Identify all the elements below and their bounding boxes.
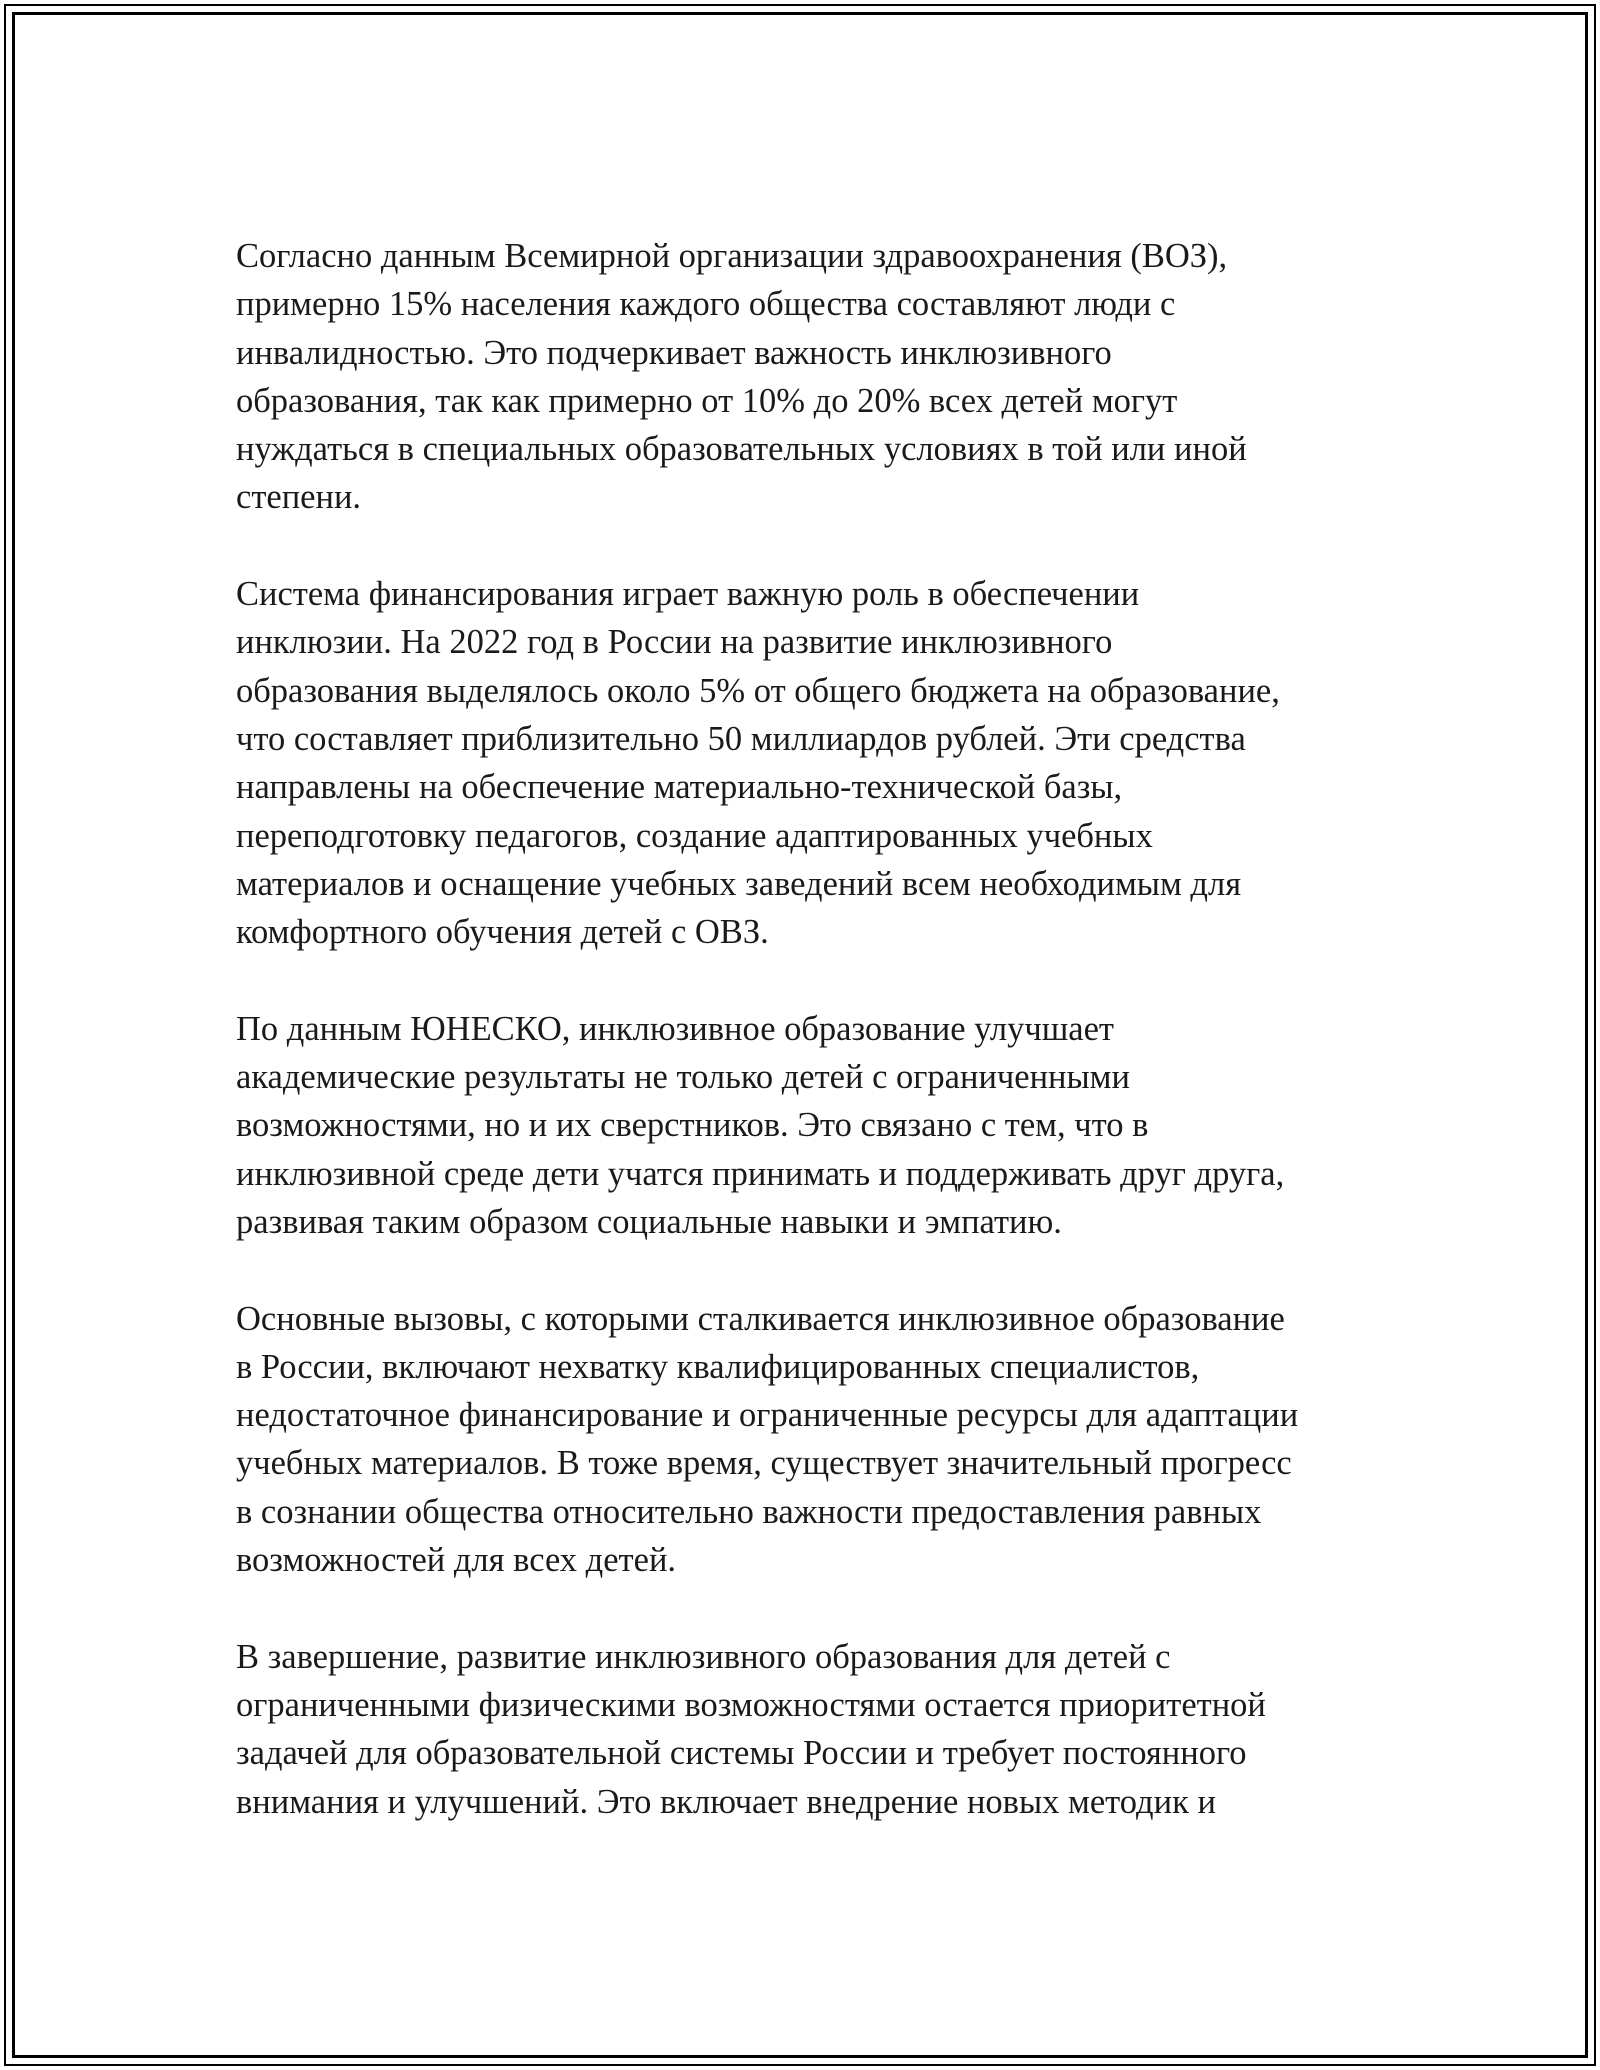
paragraph-challenges xyxy=(236,1295,1396,1585)
text-line: инвалидностью. Это подчеркивает важность инклюзивного xyxy=(236,333,1112,372)
text-line: примерно 15% населения каждого общества составляют люди с xyxy=(236,285,1176,324)
paragraph-who-statistics xyxy=(236,232,1396,522)
text-line: инклюзии. На 2022 год в России на развитие инклюзивного xyxy=(236,623,1113,662)
paragraph-financing xyxy=(236,570,1396,956)
text-line: образования, так как примерно от 10% до 20% всех детей могут xyxy=(236,381,1178,420)
document-body xyxy=(236,232,1396,1874)
text-line: По данным ЮНЕСКО, инклюзивное образование улучшает xyxy=(236,1009,1114,1048)
text-line: что составляет приблизительно 50 миллиардов рублей. Эти средства xyxy=(236,719,1246,758)
text-line: в России, включают нехватку квалифицированных специалистов, xyxy=(236,1347,1200,1386)
text-line: внимания и улучшений. Это включает внедрение новых методик и xyxy=(236,1782,1216,1821)
text-line: инклюзивной среде дети учатся принимать и поддерживать друг друга, xyxy=(236,1154,1285,1193)
text-line: нуждаться в специальных образовательных условиях в той или иной xyxy=(236,430,1247,469)
text-line: академические результаты не только детей с ограниченными xyxy=(236,1058,1130,1097)
text-line: переподготовку педагогов, создание адаптированных учебных xyxy=(236,816,1153,855)
text-line: ограниченными физическими возможностями остается приоритетной xyxy=(236,1685,1266,1724)
text-line: в сознании общества относительно важности предоставления равных xyxy=(236,1492,1262,1531)
text-line: степени. xyxy=(236,478,362,517)
text-line: задачей для образовательной системы России и требует постоянного xyxy=(236,1734,1247,1773)
text-line: недостаточное финансирование и ограниченные ресурсы для адаптации xyxy=(236,1396,1299,1435)
text-line: возможностями, но и их сверстников. Это связано с тем, что в xyxy=(236,1106,1149,1145)
text-line: комфортного обучения детей с ОВЗ. xyxy=(236,913,769,952)
text-line: направлены на обеспечение материально-технической базы, xyxy=(236,768,1123,807)
paragraph-conclusion xyxy=(236,1633,1396,1826)
text-line: В завершение, развитие инклюзивного образования для детей с xyxy=(236,1637,1171,1676)
text-line: Согласно данным Всемирной организации здравоохранения (ВОЗ), xyxy=(236,237,1228,275)
text-line: Основные вызовы, с которыми сталкивается инклюзивное образование xyxy=(236,1299,1285,1338)
text-line: возможностей для всех детей. xyxy=(236,1541,677,1580)
paragraph-unesco xyxy=(236,1005,1396,1246)
text-line: материалов и оснащение учебных заведений всем необходимым для xyxy=(236,864,1242,903)
text-line: Система финансирования играет важную роль в обеспечении xyxy=(236,575,1140,614)
text-line: учебных материалов. В тоже время, существует значительный прогресс xyxy=(236,1444,1292,1483)
text-line: развивая таким образом социальные навыки и эмпатию. xyxy=(236,1202,1062,1241)
text-line: образования выделялось около 5% от общего бюджета на образование, xyxy=(236,671,1280,710)
